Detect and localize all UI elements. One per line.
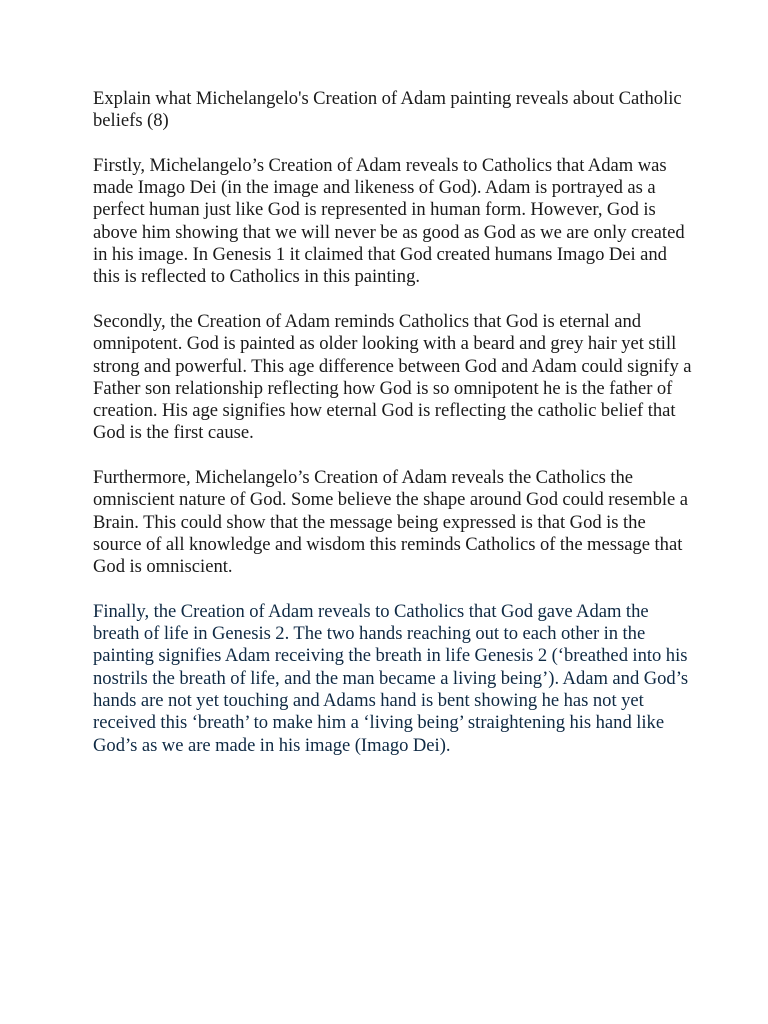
paragraph-omniscient: Furthermore, Michelangelo’s Creation of Adam reveals the Catholics the omniscient nature of God. Some believe the shape around God could resemble a Brain. This could show that the message being expressed is that God is the source of all knowledge and wisdom this reminds Catholics of the message that God is omniscient. [93, 467, 689, 578]
paragraph-breath-of-life: Finally, the Creation of Adam reveals to Catholics that God gave Adam the breath of life in Genesis 2. The two hands reaching out to each other in the painting signifies Adam receiving the breath in life Genesis 2 (‘breathed into his nostrils the breath of life, and the man became a living being’). Adam and God’s hands are not yet touching and Adams hand is bent showing he has not yet received this ‘breath’ to make him a ‘living being’ straightening his hand like God’s as we are made in his image (Imago Dei). [93, 600, 689, 756]
paragraph-imago-dei: Firstly, Michelangelo’s Creation of Adam reveals to Catholics that Adam was made Imago Dei (in the image and likeness of God). Adam is portrayed as a perfect human just like God is represented in human form. However, God is above him showing that we will never be as good as God as we are only created in his image. In Genesis 1 it claimed that God created humans Imago Dei and this is reflected to Catholics in this painting. [93, 154, 685, 288]
paragraph-eternal-omnipotent: Secondly, the Creation of Adam reminds Catholics that God is eternal and omnipotent. God is painted as older looking with a beard and grey hair yet still strong and powerful. This age difference between God and Adam could signify a Father son relationship reflecting how God is so omnipotent he is the father of creation. His age signifies how eternal God is reflecting the catholic belief that God is the first cause. [93, 310, 692, 444]
document-body [93, 88, 693, 779]
question-heading: Explain what Michelangelo's Creation of Adam painting reveals about Catholic beliefs (8) [93, 88, 682, 132]
